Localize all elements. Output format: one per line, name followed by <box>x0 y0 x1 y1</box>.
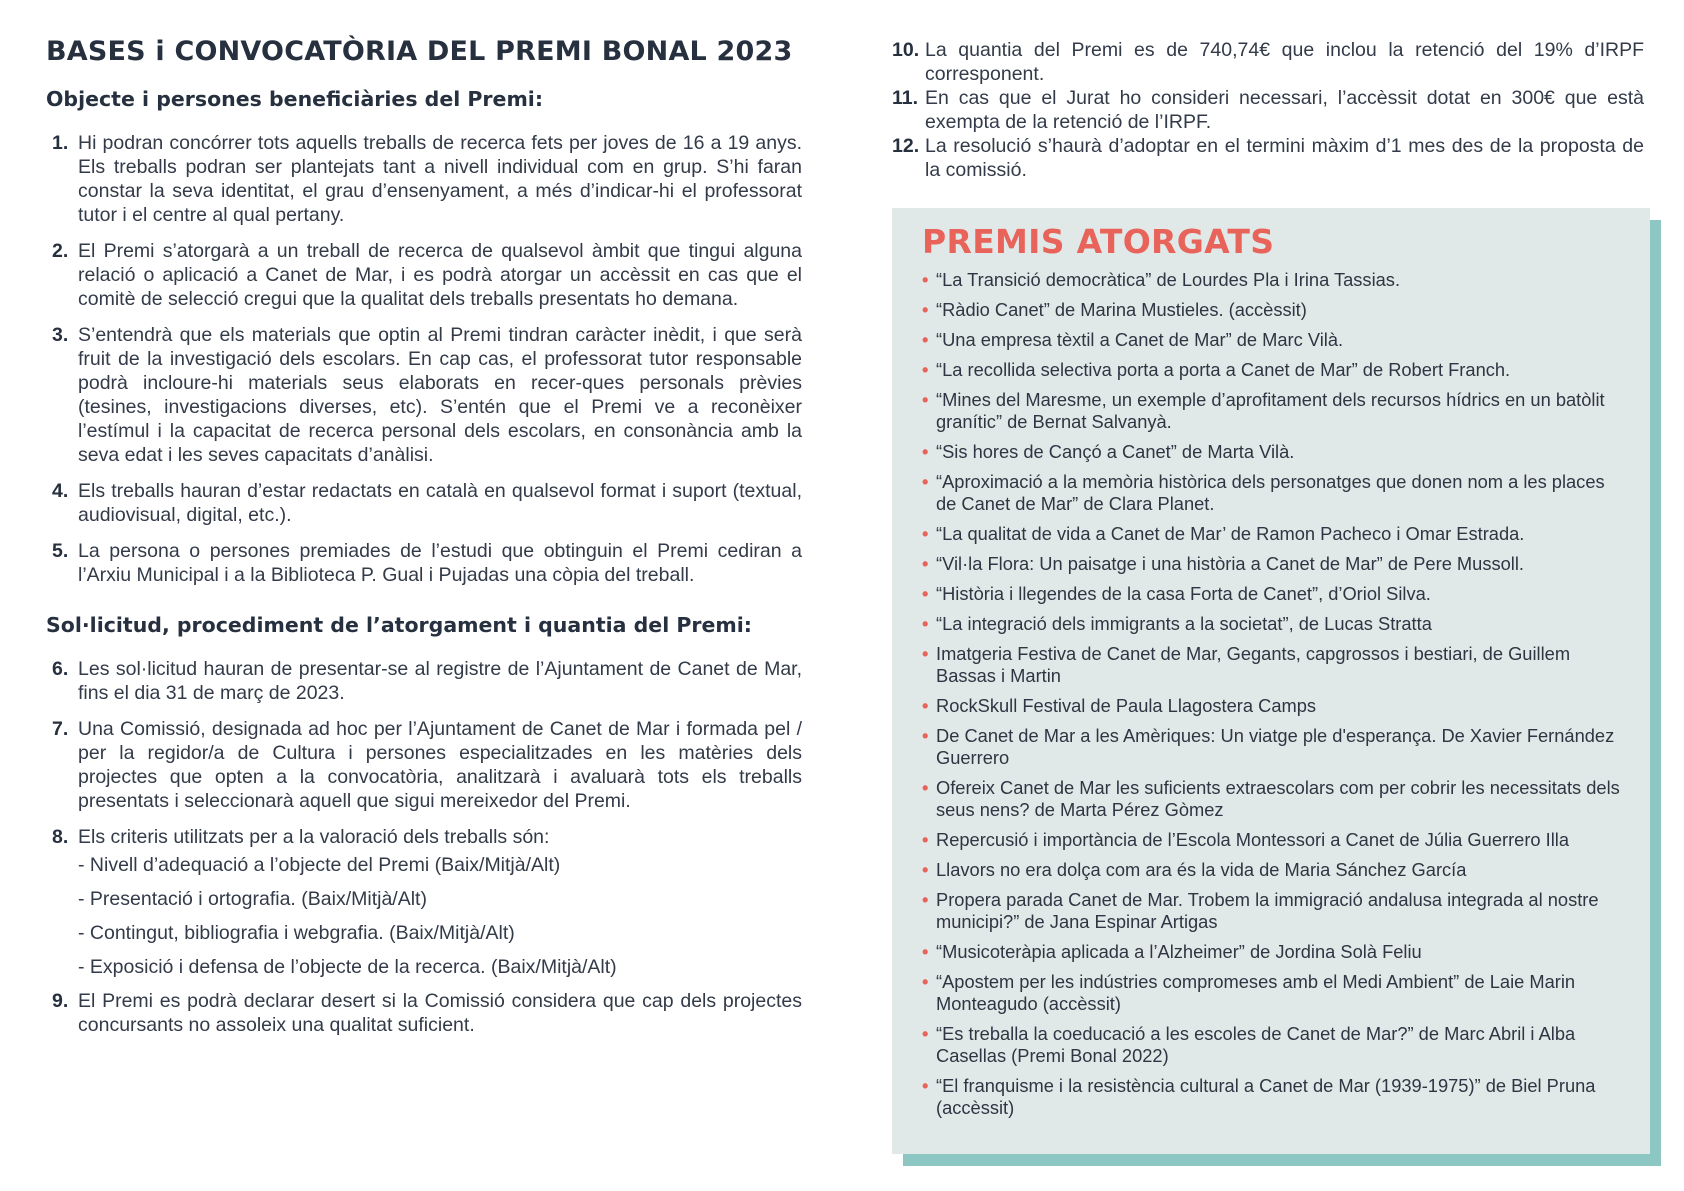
award-text: Propera parada Canet de Mar. Trobem la immigració andalusa integrada al nostre municipi?” de Jana Espinar Artigas <box>936 889 1599 932</box>
award-item <box>922 471 1626 515</box>
award-text: “La integració dels immigrants a la societat”, de Lucas Stratta <box>936 613 1432 634</box>
award-text: “Una empresa tèxtil a Canet de Mar” de Marc Vilà. <box>936 329 1344 350</box>
award-text: “La qualitat de vida a Canet de Mar’ de Ramon Pacheco i Omar Estrada. <box>936 523 1525 544</box>
award-text: Imatgeria Festiva de Canet de Mar, Gegants, capgrossos i bestiari, de Guillem Bassas i Martin <box>936 643 1571 686</box>
section1-list <box>46 131 802 587</box>
award-item <box>922 859 1626 881</box>
item-number: 6. <box>52 658 69 680</box>
bullet-icon: • <box>922 613 929 634</box>
award-text: “La recollida selectiva porta a porta a Canet de Mar” de Robert Franch. <box>936 359 1511 380</box>
bullet-icon: • <box>922 389 929 410</box>
rule-item <box>46 825 802 849</box>
award-text: “Ràdio Canet” de Marina Mustieles. (accèssit) <box>936 299 1307 320</box>
award-item <box>922 299 1626 321</box>
section-heading-objecte: Objecte i persones beneficiàries del Premi: <box>46 87 544 111</box>
bullet-icon: • <box>922 359 929 380</box>
item-number: 3. <box>52 324 69 346</box>
item-number: 1. <box>52 132 69 154</box>
awards-box <box>892 208 1650 1154</box>
rule-item <box>46 479 802 527</box>
award-item <box>922 941 1626 963</box>
bullet-icon: • <box>922 299 929 320</box>
section2-list-end <box>46 989 802 1037</box>
award-item <box>922 971 1626 1015</box>
item-text: Els treballs hauran d’estar redactats en català en qualsevol format i suport (textual, audiovisual, digital, etc.). <box>78 480 802 526</box>
item-text: La persona o persones premiades de l’estudi que obtinguin el Premi cediran a l’Arxiu Municipal i a la Biblioteca P. Gual i Pujadas una còpia del treball. <box>78 540 802 586</box>
award-item <box>922 441 1626 463</box>
item-number: 5. <box>52 540 69 562</box>
award-text: “Aproximació a la memòria històrica dels personatges que donen nom a les places de Canet de Mar” de Clara Planet. <box>936 471 1605 514</box>
item-number: 12. <box>892 135 920 157</box>
criteria-item: - Exposició i defensa de l’objecte de la recerca. (Baix/Mitjà/Alt) <box>78 956 617 978</box>
rule-item <box>892 38 1644 86</box>
bullet-icon: • <box>922 553 929 574</box>
rule-item <box>892 86 1644 134</box>
criteria-list <box>78 853 802 979</box>
award-item <box>922 1023 1626 1067</box>
rule-item <box>46 989 802 1037</box>
criteria-item: - Nivell d’adequació a l’objecte del Premi (Baix/Mitjà/Alt) <box>78 854 561 876</box>
item-text: Hi podran concórrer tots aquells treballs de recerca fets per joves de 16 a 19 anys. Els treballs podran ser plantejats tant a nivell individual com en grup. S’hi faran constar la seva identitat, el grau d’ensenyament, a més d’indicar-hi el professorat tutor i el centre al qual pertany. <box>78 132 802 226</box>
award-text: “Mines del Maresme, un exemple d’aprofitament dels recursos hídrics en un batòlit granític” de Bernat Salvanyà. <box>936 389 1605 432</box>
section-heading-solicitud: Sol·licitud, procediment de l’atorgament i quantia del Premi: <box>46 613 752 637</box>
bullet-icon: • <box>922 441 929 462</box>
award-text: “Sis hores de Cançó a Canet” de Marta Vilà. <box>936 441 1295 462</box>
rule-item <box>46 539 802 587</box>
award-text: De Canet de Mar a les Amèriques: Un viatge ple d'esperança. De Xavier Fernández Guerrero <box>936 725 1615 768</box>
bullet-icon: • <box>922 1023 929 1044</box>
award-text: “Apostem per les indústries compromeses amb el Medi Ambient” de Laie Marin Monteagudo (accèssit) <box>936 971 1576 1014</box>
bullet-icon: • <box>922 695 929 716</box>
award-text: Repercusió i importància de l’Escola Montessori a Canet de Júlia Guerrero Illa <box>936 829 1570 850</box>
award-text: Ofereix Canet de Mar les suficients extraescolars com per cobrir les necessitats dels seus nens? de Marta Pérez Gòmez <box>936 777 1620 820</box>
bullet-icon: • <box>922 889 929 910</box>
item-number: 4. <box>52 480 69 502</box>
award-item <box>922 329 1626 351</box>
award-item <box>922 359 1626 381</box>
rule-item <box>46 323 802 467</box>
criteria-item: - Contingut, bibliografia i webgrafia. (Baix/Mitjà/Alt) <box>78 922 515 944</box>
right-column <box>892 38 1644 182</box>
award-item <box>922 829 1626 851</box>
item-text: El Premi s’atorgarà a un treball de recerca de qualsevol àmbit que tingui alguna relació o aplicació a Canet de Mar, i es podrà atorgar un accèssit en cas que el comitè de selecció cregui que la qualitat dels treballs presentats ho demana. <box>78 240 802 310</box>
award-item <box>922 523 1626 545</box>
award-item <box>922 777 1626 821</box>
bullet-icon: • <box>922 971 929 992</box>
bullet-icon: • <box>922 829 929 850</box>
bullet-icon: • <box>922 941 929 962</box>
rule-item <box>892 134 1644 182</box>
spacer <box>46 599 802 613</box>
award-item <box>922 269 1626 291</box>
left-column <box>46 36 802 1049</box>
bullet-icon: • <box>922 523 929 544</box>
bullet-icon: • <box>922 583 929 604</box>
rule-item <box>46 657 802 705</box>
award-item <box>922 725 1626 769</box>
award-text: “Història i llegendes de la casa Forta de Canet”, d’Oriol Silva. <box>936 583 1431 604</box>
bullet-icon: • <box>922 777 929 798</box>
award-text: “Vil·la Flora: Un paisatge i una història a Canet de Mar” de Pere Mussoll. <box>936 553 1524 574</box>
award-text: RockSkull Festival de Paula Llagostera Camps <box>936 695 1317 716</box>
bullet-icon: • <box>922 471 929 492</box>
item-number: 2. <box>52 240 69 262</box>
item-number: 11. <box>892 87 919 109</box>
award-item <box>922 889 1626 933</box>
award-text: Llavors no era dolça com ara és la vida de Maria Sánchez García <box>936 859 1467 880</box>
item-text: Una Comissió, designada ad hoc per l’Ajuntament de Canet de Mar i formada pel / per la regidor/a de Cultura i persones especialitzades en les matèries dels projectes que opten a la convocatòria, analitzarà i avaluarà tots els treballs presentats i seleccionarà aquell que sigui mereixedor del Premi. <box>78 718 802 812</box>
awards-list <box>922 269 1626 1119</box>
item-number: 7. <box>52 718 69 740</box>
award-item <box>922 583 1626 605</box>
bullet-icon: • <box>922 643 929 664</box>
award-item <box>922 613 1626 635</box>
rule-item <box>46 717 802 813</box>
award-item <box>922 553 1626 575</box>
bullet-icon: • <box>922 859 929 880</box>
rule-item <box>46 131 802 227</box>
bullet-icon: • <box>922 329 929 350</box>
award-text: “Musicoteràpia aplicada a l’Alzheimer” de Jordina Solà Feliu <box>936 941 1422 962</box>
award-item <box>922 643 1626 687</box>
item-text: En cas que el Jurat ho consideri necessari, l’accèssit dotat en 300€ que està exempta de la retenció de l’IRPF. <box>925 87 1644 133</box>
item-number: 8. <box>52 826 69 848</box>
bullet-icon: • <box>922 725 929 746</box>
item-text: El Premi es podrà declarar desert si la Comissió considera que cap dels projectes concursants no assoleix una qualitat suficient. <box>78 990 802 1036</box>
rule-item <box>46 239 802 311</box>
item-text: S’entendrà que els materials que optin al Premi tindran caràcter inèdit, i que serà fruit de la investigació dels escolars. En cap cas, el professorat tutor responsable podrà incloure-hi materials seus elaborats en recer-ques personals prèvies (tesines, investigacions diverses, etc). S’entén que el Premi ve a reconèixer l’estímul i la capacitat de recerca personal dels escolars, en consonància amb la seva edat i les seves capacitats d’anàlisi. <box>78 324 802 466</box>
award-item <box>922 695 1626 717</box>
section2-list <box>46 657 802 849</box>
item-text: Els criteris utilitzats per a la valoració dels treballs són: <box>78 826 550 848</box>
award-text: “La Transició democràtica” de Lourdes Pla i Irina Tassias. <box>936 269 1401 290</box>
award-text: “Es treballa la coeducació a les escoles de Canet de Mar?” de Marc Abril i Alba Casellas (Premi Bonal 2022) <box>936 1023 1576 1066</box>
bullet-icon: • <box>922 1075 929 1096</box>
award-text: “El franquisme i la resistència cultural a Canet de Mar (1939-1975)” de Biel Pruna (accèssit) <box>936 1075 1596 1118</box>
bullet-icon: • <box>922 269 929 290</box>
item-number: 10. <box>892 39 920 61</box>
awards-title: PREMIS ATORGATS <box>922 222 1275 261</box>
item-text: La quantia del Premi es de 740,74€ que inclou la retenció del 19% d’IRPF corresponent. <box>925 39 1644 85</box>
award-item <box>922 389 1626 433</box>
award-item <box>922 1075 1626 1119</box>
document-title: BASES i CONVOCATÒRIA DEL PREMI BONAL 2023 <box>46 36 793 67</box>
item-text: Les sol·licitud hauran de presentar-se al registre de l’Ajuntament de Canet de Mar, fins el dia 31 de març de 2023. <box>78 658 802 704</box>
item-text: La resolució s’haurà d’adoptar en el termini màxim d’1 mes des de la proposta de la comissió. <box>925 135 1644 181</box>
criteria-item: - Presentació i ortografia. (Baix/Mitjà/Alt) <box>78 888 427 910</box>
item-number: 9. <box>52 990 69 1012</box>
